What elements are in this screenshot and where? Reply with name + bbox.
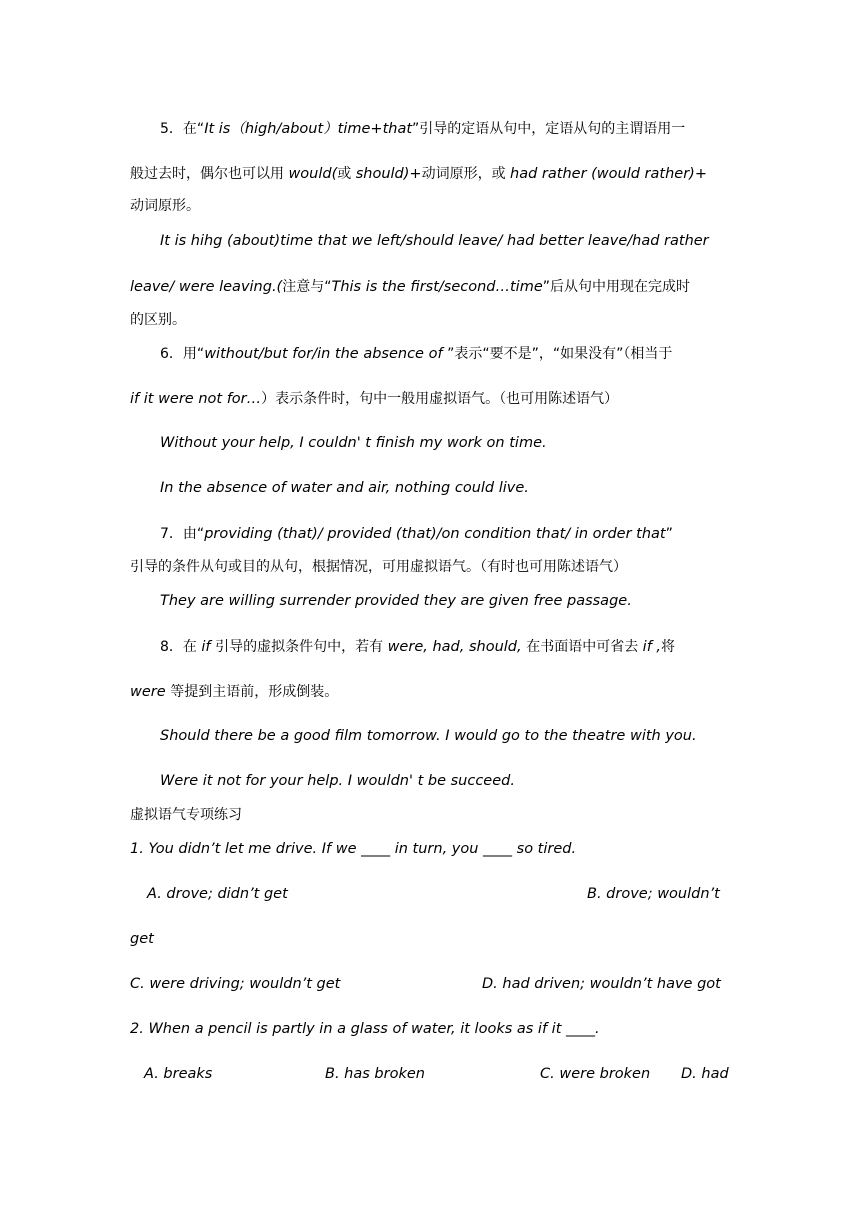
rule-5-line-1 (160, 118, 732, 139)
question-2-option-d: D. had (681, 1066, 729, 1082)
rule-8-text: 在 (182, 639, 202, 655)
rule-7-text: 由“ (182, 526, 205, 542)
rule-7-text: ” (665, 526, 673, 542)
rule-8-term: if , (642, 639, 662, 655)
rule-7-number: 7． (160, 526, 183, 542)
rule-6-pattern: if it were not for… (130, 391, 262, 407)
rule-6-pattern: without/but for/in the absence of (204, 346, 448, 362)
question-1-option-a: A. drove; didn’t get (147, 886, 288, 902)
question-1-option-d: D. had driven; wouldn’t have got (482, 976, 721, 992)
rule-7-example-1: They are willing surrender provided they are given free passage. (160, 593, 632, 609)
rule-6-example-1: Without your help, I couldn' t finish my work on time. (160, 435, 547, 451)
rule-6-example-2: In the absence of water and air, nothing could live. (160, 480, 529, 496)
question-2-option-c: C. were broken (540, 1066, 651, 1082)
rule-5-note: ”后从句中用现在完成时 (542, 279, 691, 295)
rule-6-line-1 (160, 343, 672, 364)
rule-5-note-pattern: This is the first/second…time (331, 279, 543, 295)
rule-5-term: should)+ (355, 166, 422, 182)
rule-6-number: 6． (160, 346, 183, 362)
rule-8-term: if (201, 639, 216, 655)
rule-6-text: ”表示“要不是”，“如果没有”（相当于 (447, 346, 673, 362)
rule-5-line-2 (130, 163, 707, 184)
rule-6-line-2 (130, 388, 618, 409)
rule-8-text: 将 (661, 639, 676, 655)
rule-8-term: were, had, should, (387, 639, 527, 655)
rule-8-number: 8． (160, 639, 183, 655)
rule-5-text: 动词原形，或 (421, 166, 511, 182)
rule-8-line-2 (130, 681, 338, 702)
rule-5-example-line-2 (130, 276, 690, 297)
rule-5-text: 般过去时，偶尔也可以用 (130, 166, 289, 182)
rule-5-line-3: 动词原形。 (130, 198, 200, 214)
rule-5-example-line-3: 的区别。 (130, 312, 186, 328)
rule-8-text: 在书面语中可省去 (526, 639, 643, 655)
question-1-option-b: B. drove; wouldn’t (587, 886, 720, 902)
section-title: 虚拟语气专项练习 (130, 807, 242, 823)
question-2-stem: 2. When a pencil is partly in a glass of water, it looks as if it ____. (130, 1021, 600, 1037)
rule-5-example-line-1: It is hihg (about)time that we left/should leave/ had better leave/had rather (160, 233, 709, 249)
rule-8-example-2: Were it not for your help. I wouldn' t be succeed. (160, 773, 515, 789)
rule-5-text: 或 (337, 166, 356, 182)
question-2-option-b: B. has broken (325, 1066, 425, 1082)
rule-8-text: 等提到主语前，形成倒装。 (170, 684, 339, 700)
question-1-option-b-continued: get (130, 931, 154, 947)
rule-5-number: 5． (160, 121, 183, 137)
rule-7-line-2: 引导的条件从句或目的从句，根据情况，可用虚拟语气。（有时也可用陈述语气） (130, 559, 627, 575)
rule-5-example: leave/ were leaving.( (130, 279, 283, 295)
rule-7-pattern: providing (that)/ provided (that)/on condition that/ in order that (204, 526, 666, 542)
rule-5-text: ”引导的定语从句中，定语从句的主谓语用一 (412, 121, 686, 137)
rule-5-pattern: It is（high/about）time+that (204, 121, 413, 137)
rule-5-term: had rather (would rather)+ (510, 166, 707, 182)
rule-5-text: 在“ (182, 121, 205, 137)
rule-8-example-1: Should there be a good film tomorrow. I would go to the theatre with you. (160, 728, 697, 744)
question-1-option-c: C. were driving; wouldn’t get (130, 976, 341, 992)
rule-8-term: were (130, 684, 171, 700)
rule-8-text: 引导的虚拟条件句中，若有 (215, 639, 388, 655)
question-2-option-a: A. breaks (144, 1066, 213, 1082)
question-1-stem: 1. You didn’t let me drive. If we ____ in turn, you ____ so tired. (130, 841, 577, 857)
rule-5-note: 注意与“ (282, 279, 332, 295)
rule-7-line-1 (160, 523, 673, 544)
rule-5-term: would( (288, 166, 338, 182)
rule-8-line-1 (160, 636, 675, 657)
rule-6-text: ）表示条件时，句中一般用虚拟语气。（也可用陈述语气） (261, 391, 619, 407)
rule-6-text: 用“ (182, 346, 205, 362)
